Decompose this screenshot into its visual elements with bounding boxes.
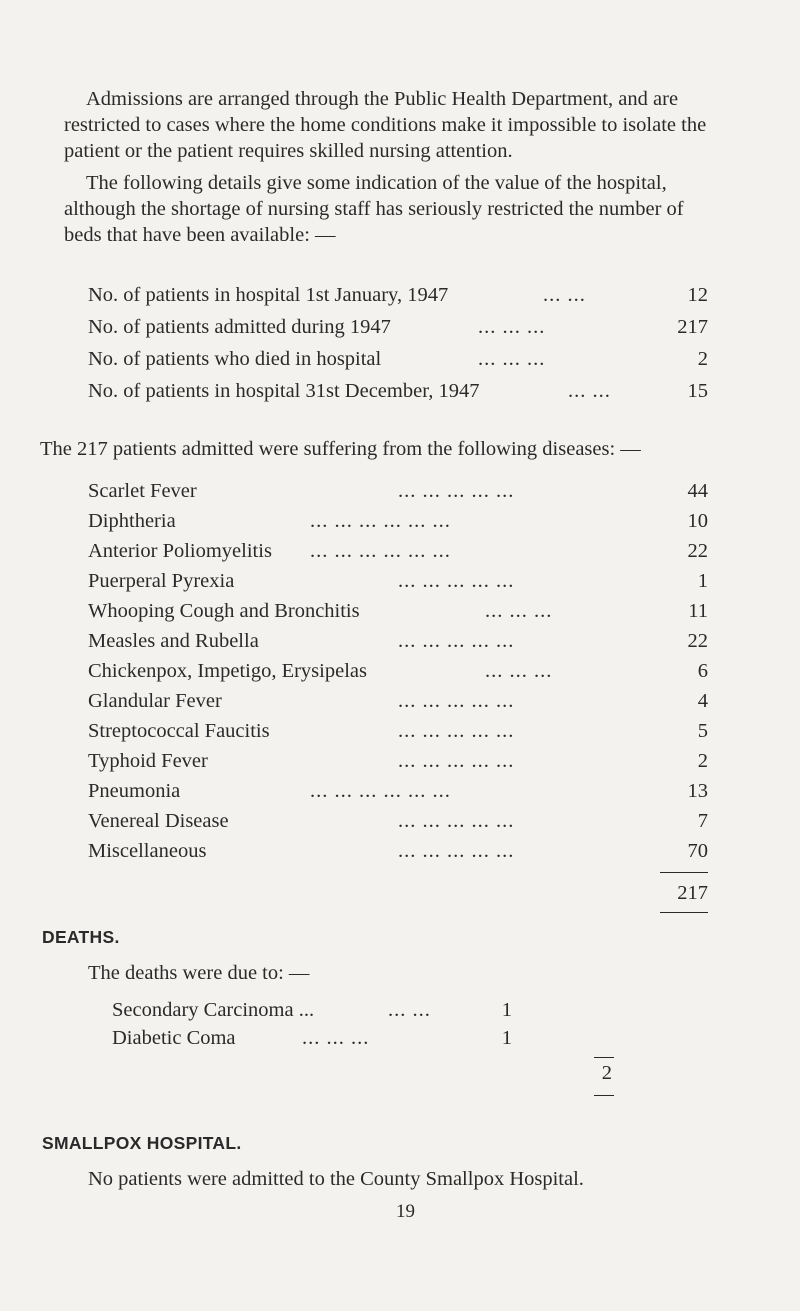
disease-row (88, 658, 708, 684)
disease-label: Pneumonia (88, 780, 181, 802)
death-cause-label: Diabetic Coma (112, 1027, 236, 1049)
death-cause-count: 1 (501, 1027, 512, 1049)
dot-leader: ... ... ... ... ... (398, 570, 515, 592)
disease-count: 10 (687, 510, 708, 532)
disease-count: 44 (687, 480, 708, 502)
dot-leader: ... ... ... (485, 660, 553, 682)
death-cause-row (112, 1025, 512, 1051)
intro-paragraph-details: The following details give some indication of the value of the hospital, although the shortage of nursing staff has seriously restricted the number of beds that have been available: — (64, 172, 684, 246)
deaths-rule-bottom (594, 1095, 614, 1096)
disease-label: Miscellaneous (88, 840, 207, 862)
dot-leader: ... ... ... ... ... (398, 750, 515, 772)
sum-rule-bottom (660, 912, 708, 913)
dot-leader: ... ... ... ... ... ... (310, 780, 451, 802)
dot-leader: ... ... ... (478, 316, 546, 338)
disease-row (88, 688, 708, 714)
disease-label: Anterior Poliomyelitis (88, 540, 272, 562)
disease-count: 6 (697, 660, 708, 682)
dot-leader: ... ... (543, 284, 586, 306)
disease-label: Venereal Disease (88, 810, 229, 832)
disease-label: Puerperal Pyrexia (88, 570, 235, 592)
disease-row (88, 748, 708, 774)
stats-value: 15 (687, 380, 708, 402)
disease-row (88, 538, 708, 564)
dot-leader: ... ... ... ... ... (398, 840, 515, 862)
death-cause-row (112, 997, 512, 1023)
disease-row (88, 478, 708, 504)
disease-label: Scarlet Fever (88, 480, 197, 502)
stats-value: 217 (677, 316, 708, 338)
dot-leader: ... ... ... ... ... ... (310, 510, 451, 532)
deaths-rule-top (594, 1057, 614, 1058)
disease-row (88, 808, 708, 834)
disease-row (88, 718, 708, 744)
disease-count: 2 (697, 750, 708, 772)
page-number: 19 (396, 1201, 415, 1222)
disease-row (88, 508, 708, 534)
dot-leader: ... ... ... (485, 600, 553, 622)
deaths-heading: DEATHS. (42, 927, 120, 947)
disease-count: 13 (687, 780, 708, 802)
disease-row (88, 568, 708, 594)
deaths-total: 2 (601, 1062, 612, 1084)
stats-row (88, 282, 708, 308)
disease-row (88, 598, 708, 624)
stats-label: No. of patients who died in hospital (88, 348, 382, 370)
disease-label: Typhoid Fever (88, 750, 208, 772)
disease-count: 1 (697, 570, 708, 592)
disease-label: Streptococcal Faucitis (88, 720, 270, 742)
diseases-total: 217 (677, 882, 708, 904)
stats-row (88, 314, 708, 340)
disease-count: 70 (687, 840, 708, 862)
dot-leader: ... ... (568, 380, 611, 402)
dot-leader: ... ... ... ... ... (398, 690, 515, 712)
deaths-intro: The deaths were due to: — (88, 962, 310, 984)
disease-count: 22 (687, 630, 708, 652)
stats-label: No. of patients in hospital 31st December, 1947 (88, 380, 480, 402)
dot-leader: ... ... ... (302, 1027, 370, 1049)
stats-label: No. of patients in hospital 1st January, 1947 (88, 284, 449, 306)
disease-label: Glandular Fever (88, 690, 222, 712)
disease-label: Measles and Rubella (88, 630, 259, 652)
disease-count: 22 (687, 540, 708, 562)
stats-label: No. of patients admitted during 1947 (88, 316, 391, 338)
disease-row (88, 778, 708, 804)
disease-count: 7 (697, 810, 708, 832)
disease-count: 5 (697, 720, 708, 742)
stats-value: 12 (687, 284, 708, 306)
disease-label: Whooping Cough and Bronchitis (88, 600, 360, 622)
disease-row (88, 628, 708, 654)
dot-leader: ... ... (388, 999, 431, 1021)
smallpox-heading: SMALLPOX HOSPITAL. (42, 1133, 242, 1153)
stats-value: 2 (697, 348, 708, 370)
disease-row (88, 838, 708, 864)
dot-leader: ... ... ... ... ... ... (310, 540, 451, 562)
disease-label: Chickenpox, Impetigo, Erysipelas (88, 660, 367, 682)
dot-leader: ... ... ... (478, 348, 546, 370)
diseases-intro: The 217 patients admitted were suffering from the following diseases: — (40, 438, 641, 460)
intro-paragraph-admissions: Admissions are arranged through the Public Health Department, and are restricted to cases where the home conditions make it impossible to isolate the patient or the patient requires skilled nursing attention. (64, 88, 707, 162)
disease-count: 4 (697, 690, 708, 712)
stats-row (88, 378, 708, 404)
dot-leader: ... ... ... ... ... (398, 630, 515, 652)
smallpox-text: No patients were admitted to the County Smallpox Hospital. (88, 1168, 584, 1190)
dot-leader: ... ... ... ... ... (398, 810, 515, 832)
disease-count: 11 (688, 600, 708, 622)
stats-row (88, 346, 708, 372)
death-cause-count: 1 (501, 999, 512, 1021)
dot-leader: ... ... ... ... ... (398, 720, 515, 742)
dot-leader: ... ... ... ... ... (398, 480, 515, 502)
death-cause-label: Secondary Carcinoma ... (112, 999, 315, 1021)
sum-rule-top (660, 872, 708, 873)
disease-label: Diphtheria (88, 510, 176, 532)
